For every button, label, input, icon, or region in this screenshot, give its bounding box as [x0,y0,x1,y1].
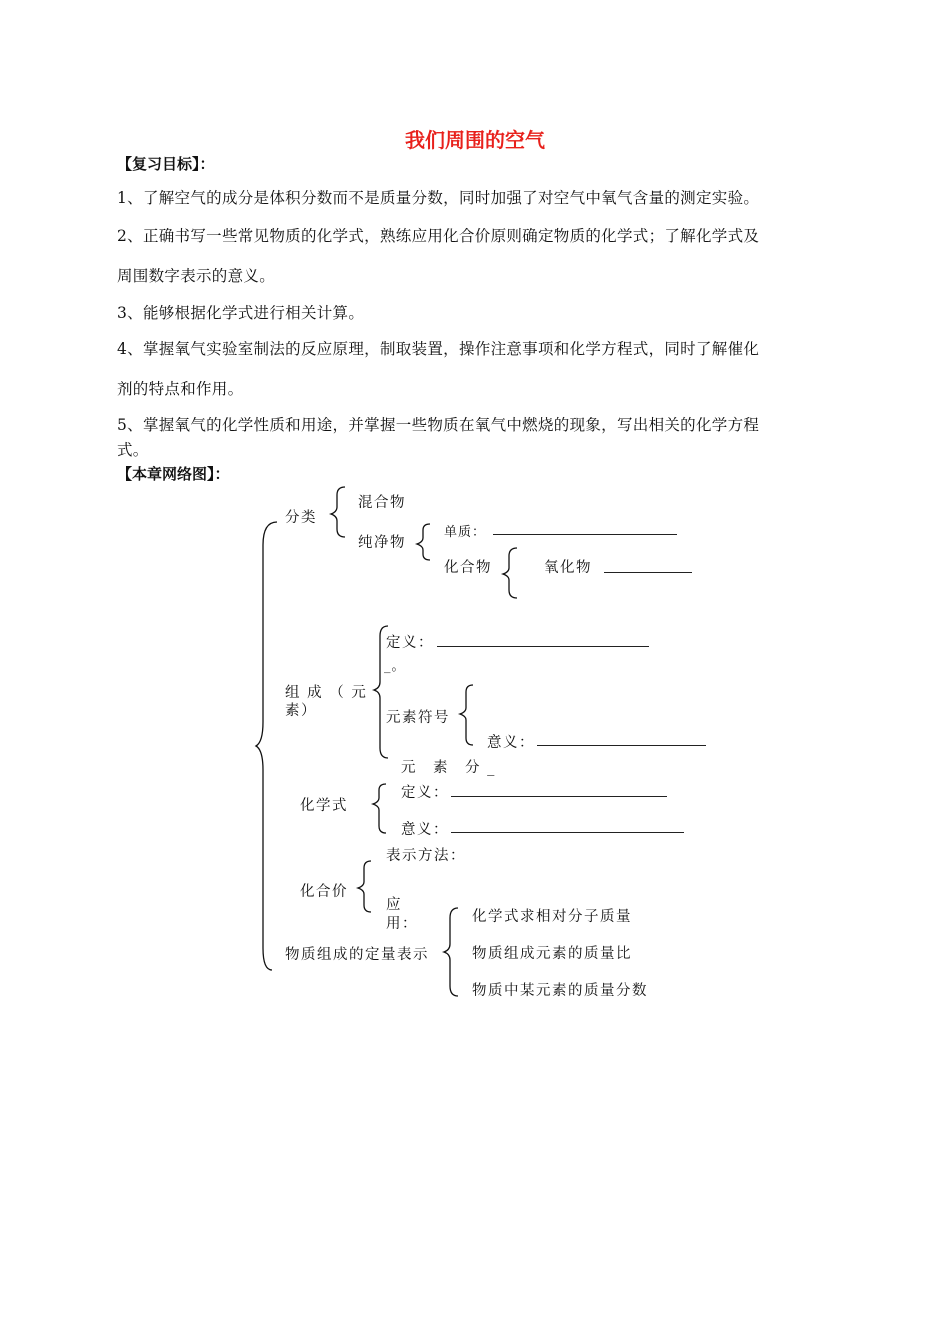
formula-definition-blank [451,796,667,797]
goal-line-5: 5、掌握氧气的化学性质和用途，并掌握一些物质在氧气中燃烧的现象，写出相关的化学方程 [117,416,760,434]
review-goals-heading: 【复习目标】： [117,155,215,173]
valence-application-label: 应 [386,897,402,913]
classification-brace [331,487,345,537]
quantitative-brace [444,908,458,996]
goal-line-2: 2、正确书写一些常见物质的化学式，熟练应用化合价原则确定物质的化学式；了解化学式及 [117,227,760,245]
oxide-blank [604,572,692,573]
element-symbol-label: 元素符号 [386,710,450,726]
oxide-label: 氧化物 [544,560,592,576]
formula-brace [373,784,386,833]
mass-ratio-item: 物质组成元素的质量比 [472,946,632,962]
formula-label: 化学式 [300,798,348,814]
compound-label: 化合物 [444,560,492,576]
valence-label: 化合价 [300,884,348,900]
formula-definition-label: 定义： [401,785,449,801]
mixture-label: 混合物 [358,495,406,511]
composition-label: 组 成 （ 元 [285,685,368,701]
element-definition-label: 定义： [386,635,434,651]
symbol-meaning-label: 意义： [487,735,535,751]
quantitative-label: 物质组成的定量表示 [285,947,429,963]
classification-label: 分类 [285,510,317,526]
element-substance-blank [493,534,677,535]
goal-line-1: 1、了解空气的成分是体积分数而不是质量分数，同时加强了对空气中氧气含量的测定实验。 [117,189,760,207]
pure-brace [417,524,430,560]
main-brace [256,522,277,970]
formula-meaning-label: 意义： [401,822,449,838]
element-substance-label: 单质： [444,525,487,540]
relative-molecular-mass-item: 化学式求相对分子质量 [472,909,632,925]
composition-label-cont: 素） [285,703,317,719]
symbol-brace [460,685,473,745]
mass-fraction-item: 物质中某元素的质量分数 [472,983,648,999]
network-heading: 【本章网络图】： [117,465,230,483]
element-definition-blank [437,646,649,647]
pure-substance-label: 纯净物 [358,535,406,551]
goal-line-4-cont: 剂的特点和作用。 [117,380,244,398]
valence-application-label-cont: 用： [386,916,418,932]
goal-line-3: 3、能够根据化学式进行相关计算。 [117,304,365,322]
formula-meaning-blank [451,832,684,833]
valence-notation-label: 表示方法： [386,848,466,864]
period-mark: _。 [384,659,406,674]
goal-line-4: 4、掌握氧气实验室制法的反应原理，制取装置，操作注意事项和化学方程式，同时了解催化 [117,340,760,358]
goal-line-2-cont: 周围数字表示的意义。 [117,267,276,285]
valence-brace [358,861,371,912]
element-distribution-label: 元 素 分 _ [401,760,496,776]
compound-brace [503,548,517,598]
symbol-meaning-blank [537,745,706,746]
goal-line-5-cont: 式。 [117,441,149,459]
page-title: 我们周围的空气 [405,128,545,152]
